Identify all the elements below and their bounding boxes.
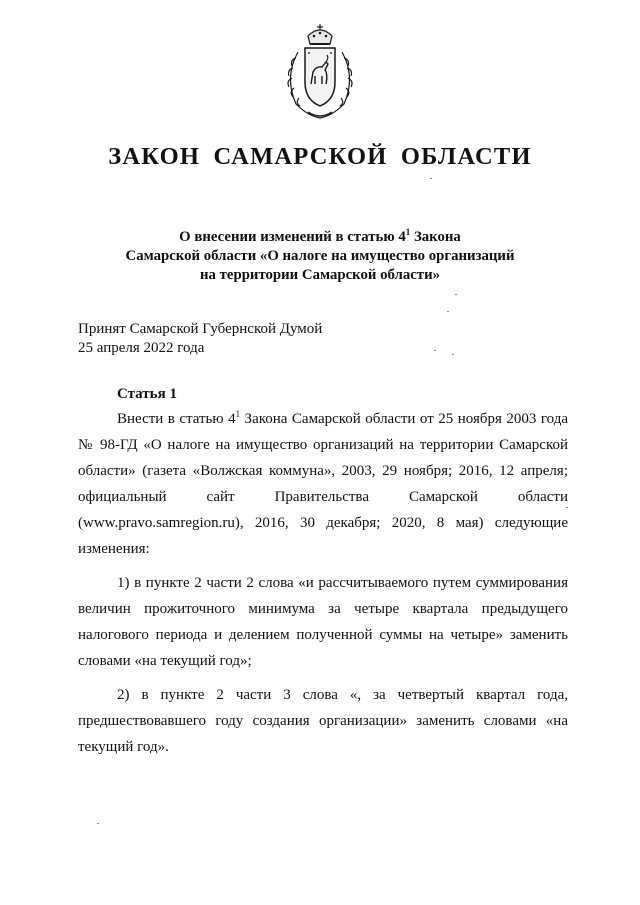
subtitle-line-1: О внесении изменений в статью $4^1$ Закона: [179, 227, 461, 245]
adoption-note: [78, 320, 322, 358]
article-body: [78, 406, 568, 760]
article-heading: Статья 1: [117, 386, 177, 402]
subtitle-line-2: Самарской области «О налоге на имущество организаций: [125, 248, 515, 264]
scan-speck: [97, 823, 99, 824]
law-title: ЗАКОН САМАРСКОЙ ОБЛАСТИ: [108, 143, 532, 170]
scan-speck: [430, 178, 432, 179]
law-subtitle: [100, 228, 540, 285]
article-intro-paragraph: Внести в статью $4^1$ Закона Самарской области от 25 ноября 2003 года № 98-ГД «О налоге на имущество организаций на территории Самарской области» (газета «Волжская коммуна», 2003, 29 ноября; 2016, 12 апреля; официальный сайт Правительства Самарской области (www.pravo.samregion.ru), 2016, 30 декабря; 2020, 8 мая) следующие изменения:: [78, 409, 568, 557]
samara-coat-of-arms-emblem: [278, 22, 362, 122]
amendment-item-2: 2) в пункте 2 части 3 слова «, за четвертый квартал года, предшествовавшего году создания организации» заменить словами «на текущий год».: [78, 687, 568, 755]
scan-speck: [447, 311, 449, 312]
scan-speck: [434, 350, 436, 351]
adoption-date: 25 апреля 2022 года: [78, 340, 205, 356]
scan-speck: [566, 507, 568, 508]
subtitle-line-3: на территории Самарской области»: [200, 267, 440, 283]
amendment-item-1: 1) в пункте 2 части 2 слова «и рассчитываемого путем суммирования величин прожиточного минимума за четыре квартала предыдущего налогового периода и делением полученной суммы на четыре» заменить словами «на текущий год»;: [78, 575, 568, 669]
adopting-body: Принят Самарской Губернской Думой: [78, 321, 323, 337]
scan-speck: [455, 294, 457, 295]
scan-speck: [452, 354, 454, 355]
